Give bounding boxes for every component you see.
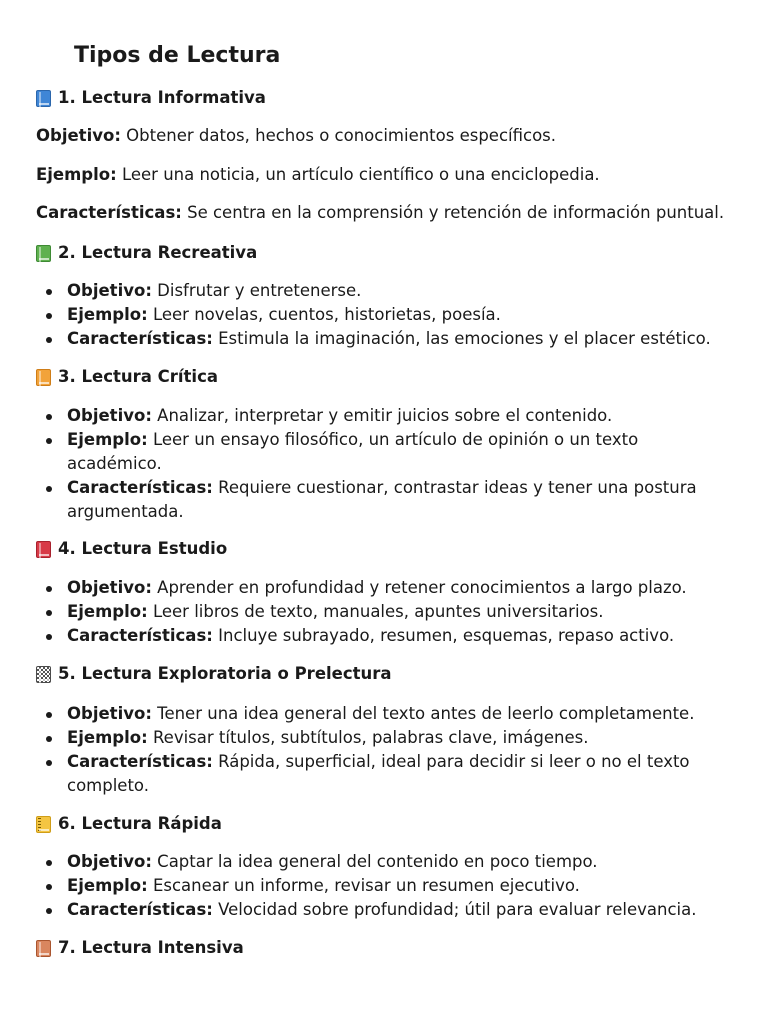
section-heading-text: 4. Lectura Estudio — [58, 539, 228, 558]
section-heading-estudio — [36, 537, 227, 561]
label-ejemplo: Ejemplo: — [36, 165, 117, 184]
bullet-list-exploratoria — [0, 702, 768, 798]
list-item — [0, 898, 768, 922]
list-item — [0, 476, 768, 524]
paragraph-text: Obtener datos, hechos o conocimientos específicos. — [120, 126, 557, 145]
bullet-dot — [46, 486, 52, 492]
bullet-dot — [46, 760, 52, 766]
bullet-dot — [46, 712, 52, 718]
bullet-list-critica — [0, 404, 768, 524]
item-text: Leer novelas, cuentos, historietas, poesía. — [147, 305, 501, 324]
item-text: Tener una idea general del texto antes de leerlo completamente. — [151, 704, 695, 723]
item-text: Estimula la imaginación, las emociones y el placer estético. — [212, 329, 711, 348]
section-heading-text: 5. Lectura Exploratoria o Prelectura — [58, 664, 392, 683]
item-label: Objetivo: — [67, 852, 152, 871]
list-item — [0, 624, 768, 648]
item-label: Ejemplo: — [67, 602, 148, 621]
blue-book-icon — [36, 90, 51, 107]
list-item — [0, 279, 768, 303]
red-book-icon — [36, 541, 51, 558]
bullet-dot — [46, 414, 52, 420]
bullet-dot — [46, 337, 52, 343]
paragraph-objetivo — [36, 124, 556, 148]
bullet-dot — [46, 634, 52, 640]
orange-book-icon — [36, 369, 51, 386]
ledger-icon — [36, 940, 51, 957]
list-item — [0, 874, 768, 898]
list-item — [0, 702, 768, 726]
notebook-icon — [36, 816, 51, 833]
paragraph-text: Leer una noticia, un artículo científico o una enciclopedia. — [116, 165, 600, 184]
list-item — [0, 750, 768, 798]
item-text: Leer un ensayo filosófico, un artículo de opinión o un texto académico. — [67, 430, 639, 473]
item-label: Ejemplo: — [67, 728, 148, 747]
bullet-list-recreativa — [0, 279, 768, 351]
item-text: Requiere cuestionar, contrastar ideas y tener una postura argumentada. — [67, 478, 697, 521]
item-label: Ejemplo: — [67, 876, 148, 895]
bullet-dot — [46, 610, 52, 616]
paragraph-text: Se centra en la comprensión y retención de información puntual. — [181, 203, 725, 222]
section-heading-informativa — [36, 86, 266, 110]
bullet-dot — [46, 313, 52, 319]
item-text: Incluye subrayado, resumen, esquemas, repaso activo. — [212, 626, 675, 645]
bullet-dot — [46, 736, 52, 742]
item-label: Objetivo: — [67, 281, 152, 300]
item-text: Analizar, interpretar y emitir juicios sobre el contenido. — [151, 406, 613, 425]
list-item — [0, 303, 768, 327]
list-item — [0, 600, 768, 624]
bullet-dot — [46, 586, 52, 592]
item-text: Captar la idea general del contenido en poco tiempo. — [151, 852, 598, 871]
list-item — [0, 726, 768, 750]
item-label: Ejemplo: — [67, 305, 148, 324]
item-text: Rápida, superficial, ideal para decidir si leer o no el texto completo. — [67, 752, 690, 795]
list-item — [0, 404, 768, 428]
section-heading-critica — [36, 365, 218, 389]
item-text: Leer libros de texto, manuales, apuntes universitarios. — [147, 602, 604, 621]
bullet-dot — [46, 860, 52, 866]
section-heading-text: 6. Lectura Rápida — [58, 814, 222, 833]
checkered-notebook-icon — [36, 666, 51, 683]
list-item — [0, 576, 768, 600]
bullet-dot — [46, 908, 52, 914]
section-heading-text: 2. Lectura Recreativa — [58, 243, 258, 262]
item-label: Ejemplo: — [67, 430, 148, 449]
label-caracteristicas: Características: — [36, 203, 182, 222]
item-label: Objetivo: — [67, 406, 152, 425]
bullet-list-rapida — [0, 850, 768, 922]
bullet-list-estudio — [0, 576, 768, 648]
bullet-dot — [46, 289, 52, 295]
item-label: Características: — [67, 478, 213, 497]
item-text: Aprender en profundidad y retener conocimientos a largo plazo. — [151, 578, 687, 597]
list-item — [0, 850, 768, 874]
section-heading-text: 3. Lectura Crítica — [58, 367, 218, 386]
item-text: Escanear un informe, revisar un resumen ejecutivo. — [147, 876, 580, 895]
item-label: Características: — [67, 329, 213, 348]
section-heading-recreativa — [36, 241, 257, 265]
item-label: Objetivo: — [67, 578, 152, 597]
paragraph-caracteristicas — [36, 201, 724, 225]
item-text: Revisar títulos, subtítulos, palabras clave, imágenes. — [147, 728, 589, 747]
section-heading-intensiva — [36, 936, 244, 960]
section-heading-text: 1. Lectura Informativa — [58, 88, 266, 107]
list-item — [0, 428, 768, 476]
list-item — [0, 327, 768, 351]
paragraph-ejemplo — [36, 163, 600, 187]
section-heading-text: 7. Lectura Intensiva — [58, 938, 244, 957]
item-label: Características: — [67, 626, 213, 645]
item-label: Objetivo: — [67, 704, 152, 723]
green-book-icon — [36, 245, 51, 262]
section-heading-rapida — [36, 812, 222, 836]
bullet-dot — [46, 884, 52, 890]
item-text: Velocidad sobre profundidad; útil para evaluar relevancia. — [212, 900, 697, 919]
bullet-dot — [46, 438, 52, 444]
document-title: Tipos de Lectura — [74, 43, 281, 68]
item-text: Disfrutar y entretenerse. — [151, 281, 362, 300]
item-label: Características: — [67, 900, 213, 919]
section-heading-exploratoria — [36, 662, 392, 686]
label-objetivo: Objetivo: — [36, 126, 121, 145]
item-label: Características: — [67, 752, 213, 771]
